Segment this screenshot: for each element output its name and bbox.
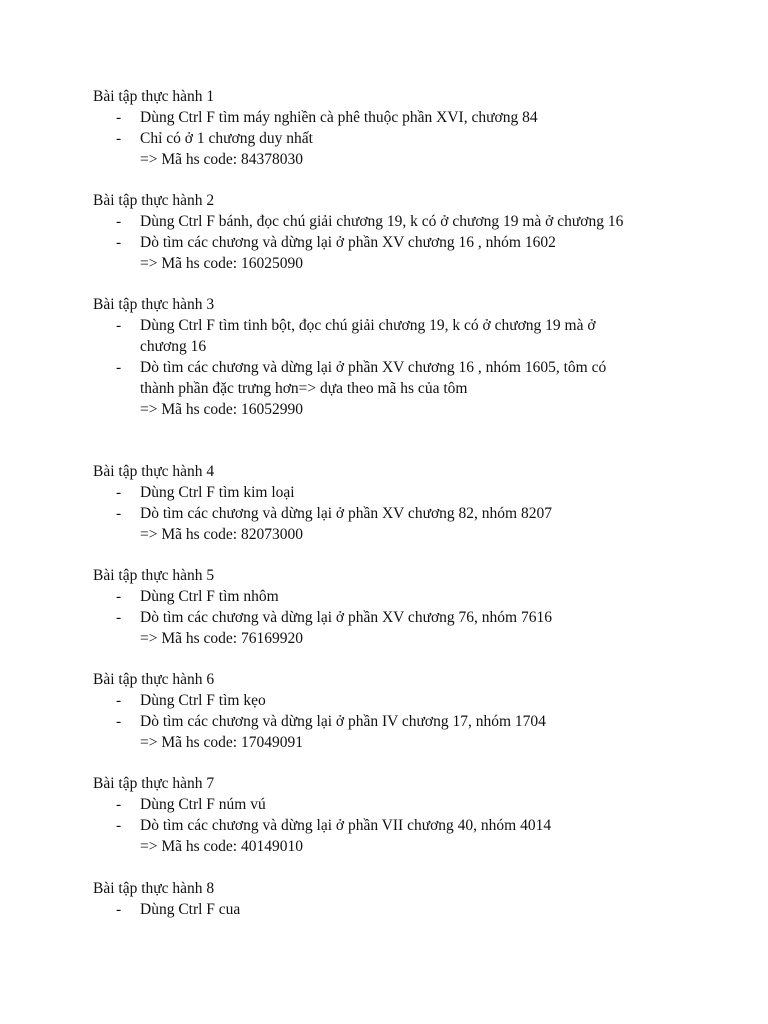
exercise-1-hs-code: => Mã hs code: 84378030 bbox=[140, 151, 303, 168]
exercise-6-item-1-dash: - bbox=[116, 692, 122, 709]
exercise-3-title: Bài tập thực hành 3 bbox=[93, 296, 215, 313]
exercise-2-item-2: Dò tìm các chương và dừng lại ở phần XV chương 16 , nhóm 1602 bbox=[140, 234, 556, 251]
exercise-4-item-1: Dùng Ctrl F tìm kim loại bbox=[140, 484, 295, 501]
exercise-2-item-1: Dùng Ctrl F bánh, đọc chú giải chương 19, k có ở chương 19 mà ở chương 16 bbox=[140, 213, 624, 230]
exercise-6-hs-code: => Mã hs code: 17049091 bbox=[140, 734, 303, 751]
exercise-6-title: Bài tập thực hành 6 bbox=[93, 671, 215, 688]
exercise-5-item-1: Dùng Ctrl F tìm nhôm bbox=[140, 588, 279, 605]
exercise-3-item-1-cont: chương 16 bbox=[140, 338, 207, 355]
exercise-4-item-2: Dò tìm các chương và dừng lại ở phần XV chương 82, nhóm 8207 bbox=[140, 505, 552, 522]
exercise-6-item-2: Dò tìm các chương và dừng lại ở phần IV chương 17, nhóm 1704 bbox=[140, 713, 546, 730]
exercise-2-item-1-dash: - bbox=[116, 213, 122, 230]
exercise-7-item-1-dash: - bbox=[116, 796, 122, 813]
exercise-4-item-2-dash: - bbox=[116, 505, 122, 522]
exercise-6-item-2-dash: - bbox=[116, 713, 122, 730]
exercise-5-hs-code: => Mã hs code: 76169920 bbox=[140, 630, 303, 647]
exercise-3-item-1-dash: - bbox=[116, 317, 122, 334]
exercise-5-item-2: Dò tìm các chương và dừng lại ở phần XV chương 76, nhóm 7616 bbox=[140, 609, 552, 626]
exercise-7-title: Bài tập thực hành 7 bbox=[93, 775, 215, 792]
exercise-4-item-1-dash: - bbox=[116, 484, 122, 501]
exercise-3-item-2: Dò tìm các chương và dừng lại ở phần XV chương 16 , nhóm 1605, tôm có bbox=[140, 359, 607, 376]
exercise-7-item-2: Dò tìm các chương và dừng lại ở phần VII chương 40, nhóm 4014 bbox=[140, 817, 552, 834]
exercise-4-title: Bài tập thực hành 4 bbox=[93, 463, 215, 480]
exercise-7-item-2-dash: - bbox=[116, 817, 122, 834]
exercise-2-item-2-dash: - bbox=[116, 234, 122, 251]
exercise-8-item-1-dash: - bbox=[116, 901, 122, 918]
exercise-2-title: Bài tập thực hành 2 bbox=[93, 192, 215, 209]
exercise-2-hs-code: => Mã hs code: 16025090 bbox=[140, 255, 303, 272]
exercise-1-item-2: Chỉ có ở 1 chương duy nhất bbox=[140, 130, 313, 147]
exercise-7-item-1: Dùng Ctrl F núm vú bbox=[140, 796, 266, 813]
exercise-3-item-2-cont: thành phần đặc trưng hơn=> dựa theo mã hs của tôm bbox=[140, 380, 468, 397]
exercise-1-title: Bài tập thực hành 1 bbox=[93, 88, 215, 105]
exercise-5-item-2-dash: - bbox=[116, 609, 122, 626]
exercise-1-item-1-dash: - bbox=[116, 109, 122, 126]
exercise-7-hs-code: => Mã hs code: 40149010 bbox=[140, 838, 303, 855]
exercise-8-item-1: Dùng Ctrl F cua bbox=[140, 901, 241, 918]
exercise-1-item-1: Dùng Ctrl F tìm máy nghiền cà phê thuộc phần XVI, chương 84 bbox=[140, 109, 538, 126]
exercise-4-hs-code: => Mã hs code: 82073000 bbox=[140, 526, 303, 543]
exercise-3-hs-code: => Mã hs code: 16052990 bbox=[140, 401, 303, 418]
exercise-5-title: Bài tập thực hành 5 bbox=[93, 567, 215, 584]
exercise-8-title: Bài tập thực hành 8 bbox=[93, 880, 215, 897]
exercise-5-item-1-dash: - bbox=[116, 588, 122, 605]
exercise-3-item-1: Dùng Ctrl F tìm tinh bột, đọc chú giải chương 19, k có ở chương 19 mà ở bbox=[140, 317, 596, 334]
exercise-3-item-2-dash: - bbox=[116, 359, 122, 376]
exercise-6-item-1: Dùng Ctrl F tìm kẹo bbox=[140, 692, 266, 709]
exercise-1-item-2-dash: - bbox=[116, 130, 122, 147]
